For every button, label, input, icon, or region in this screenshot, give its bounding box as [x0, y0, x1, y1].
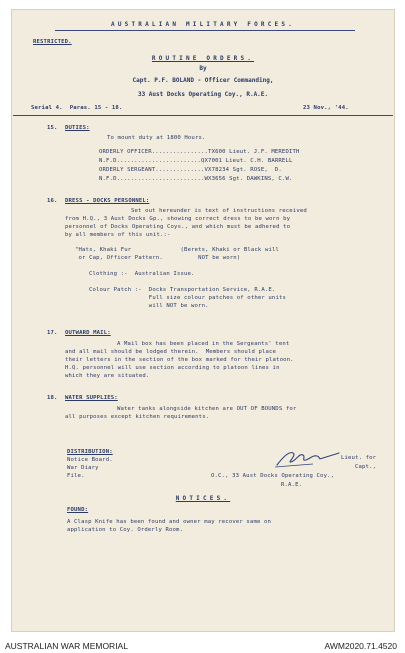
section-heading-water: WATER SUPPLIES: [65, 395, 118, 401]
distribution-item: War Diary [67, 465, 99, 471]
section-number: 16. [47, 198, 58, 204]
document-page [11, 9, 395, 632]
archive-footer [0, 640, 405, 653]
body-line: Set out hereunder is text of instructions received [131, 208, 307, 214]
duty-roster-line: N.F.D.........................WX3656 Sgt. DAWKINS, C.W. [99, 176, 293, 182]
body-line: Water tanks alongside kitchen are OUT OF BOUNDS for [117, 406, 297, 412]
signature-rank: Lieut. for [341, 455, 377, 461]
section-number: 15. [47, 125, 58, 131]
found-heading: FOUND: [67, 507, 89, 513]
body-line: all purposes except kitchen requirements. [65, 414, 210, 420]
footer-accession-number: AWM2020.71.4520 [324, 641, 397, 651]
notices-title: NOTICES. [175, 495, 231, 502]
body-line: personnel of Docks Operating Coys., and which must be adhered to [65, 224, 291, 230]
distribution-item: File. [67, 473, 85, 479]
distribution-item: Notice Board. [67, 457, 113, 463]
duty-roster-line: ORDERLY OFFICER................TX600 Lieut. J.F. MEREDITH [99, 149, 300, 155]
section-heading-mail: OUTWARD MAIL: [65, 330, 111, 336]
body-line: A Mail box has been placed in the Sergeants' tent [117, 341, 290, 347]
dress-item: Clothing :- Australian Issue. [89, 271, 195, 277]
duty-line: To mount duty at 1800 Hours. [107, 135, 206, 141]
section-number: 17. [47, 330, 58, 336]
body-line: which they are situated. [65, 373, 150, 379]
dress-item: "Hats, Khaki Fur (Berets, Khaki or Black will [75, 247, 280, 253]
signature-image [273, 447, 345, 469]
serial-line: Serial 4. Paras. 15 - 18. [31, 105, 123, 111]
body-line: H.Q. personnel will use section according to platoon lines in [65, 365, 280, 371]
duty-roster-line: N.F.D........................QX7001 Lieut. C.H. BARRELL [99, 158, 293, 164]
notice-line: application to Coy. Orderly Room. [67, 527, 184, 533]
classification: RESTRICTED. [33, 39, 72, 45]
commander-line: Capt. P.F. BOLAND - Officer Commanding, [132, 77, 274, 84]
orders-title: ROUTINE ORDERS. [151, 55, 255, 62]
section-number: 18. [47, 395, 58, 401]
footer-institution: AUSTRALIAN WAR MEMORIAL [5, 641, 128, 651]
dress-item: or Cap, Officer Pattern. NOT be worn) [75, 255, 241, 261]
body-line: their letters in the section of the box marked for their platoon. [65, 357, 294, 363]
signature-oc: O.C., 33 Aust Docks Operating Coy., [211, 473, 335, 479]
order-date: 23 Nov., '44. [303, 105, 349, 111]
signature-capt: Capt., [355, 464, 377, 470]
unit-line: 33 Aust Docks Operating Coy., R.A.E. [137, 91, 269, 98]
dress-item: Colour Patch :- Docks Transportation Service, R.A.E. [89, 287, 276, 293]
body-line: and all mail should be lodged therein. Members should place [65, 349, 277, 355]
by-label: By [199, 65, 207, 72]
dress-item: Full size colour patches of other units [89, 295, 286, 301]
signature-unit: R.A.E. [281, 482, 303, 488]
heading-underline [55, 30, 355, 31]
section-heading-dress: DRESS - DOCKS PERSONNEL: [65, 198, 150, 204]
duty-roster-line: ORDERLY SERGEANT..............VX78234 Sgt. ROSE, D. [99, 167, 282, 173]
body-line: from H.Q., 3 Aust Docks Gp., showing correct dress to be worn by [65, 216, 291, 222]
force-heading: AUSTRALIAN MILITARY FORCES. [111, 21, 295, 28]
body-line: by all members of this unit.:- [65, 232, 171, 238]
section-heading-duties: DUTIES: [65, 125, 90, 131]
notice-line: A Clasp Knife has been found and owner may recover same on [67, 519, 272, 525]
header-rule [13, 115, 393, 116]
distribution-heading: DISTRIBUTION: [67, 449, 113, 455]
dress-item: will NOT be worn. [89, 303, 209, 309]
